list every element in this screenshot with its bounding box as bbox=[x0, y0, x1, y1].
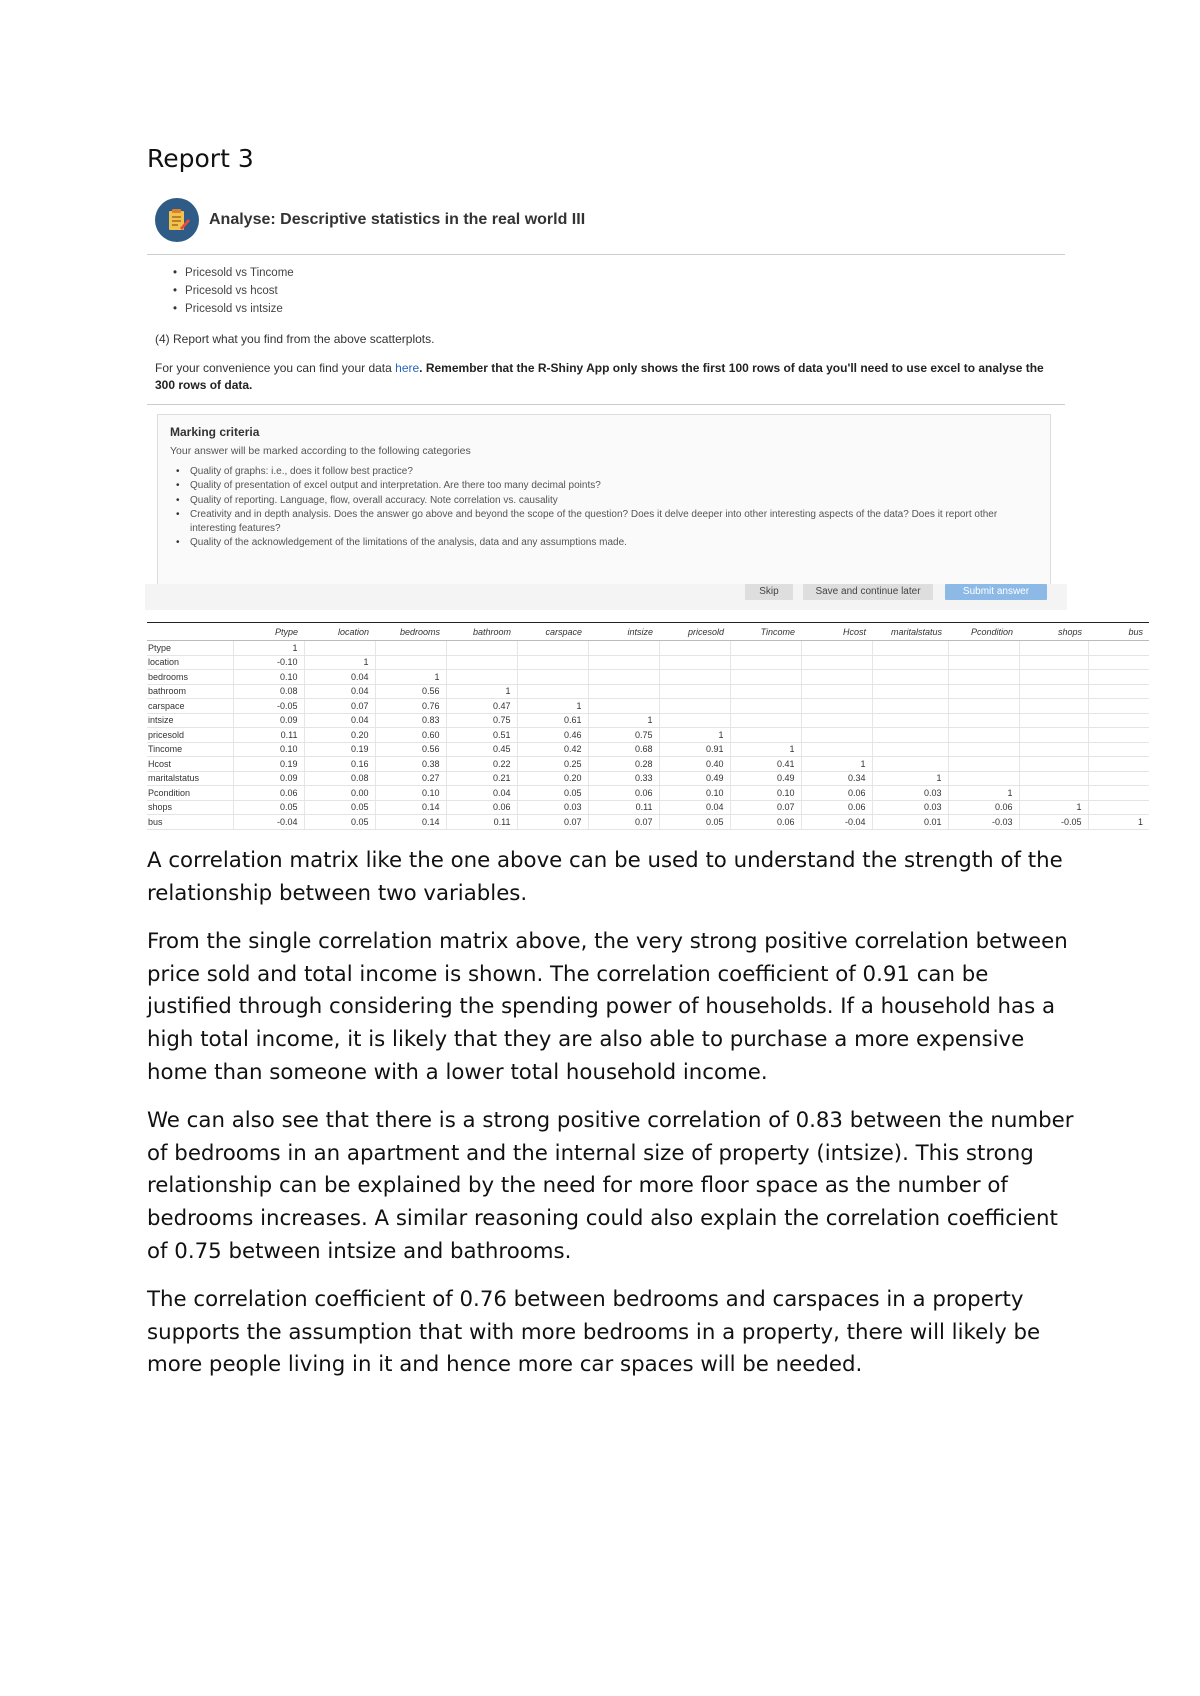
matrix-cell bbox=[588, 641, 659, 656]
matrix-cell: 0.45 bbox=[446, 742, 517, 757]
matrix-cell bbox=[801, 670, 872, 685]
matrix-cell: 0.05 bbox=[304, 800, 375, 815]
matrix-cell bbox=[588, 684, 659, 699]
embedded-screenshot bbox=[147, 190, 1065, 610]
matrix-cell bbox=[801, 684, 872, 699]
matrix-cell: 0.91 bbox=[659, 742, 730, 757]
matrix-cell: 0.47 bbox=[446, 699, 517, 714]
matrix-cell: 0.08 bbox=[304, 771, 375, 786]
matrix-cell bbox=[588, 670, 659, 685]
matrix-cell bbox=[801, 713, 872, 728]
matrix-cell bbox=[948, 742, 1019, 757]
marking-criteria-box bbox=[157, 414, 1051, 585]
row-label: bathroom bbox=[147, 684, 233, 699]
table-row bbox=[147, 771, 1149, 786]
matrix-cell: 0.10 bbox=[233, 742, 304, 757]
matrix-cell: 0.03 bbox=[517, 800, 588, 815]
column-header: intsize bbox=[588, 623, 659, 641]
row-label: carspace bbox=[147, 699, 233, 714]
matrix-cell: 0.68 bbox=[588, 742, 659, 757]
matrix-cell: 1 bbox=[1088, 815, 1149, 830]
notepad-icon bbox=[155, 198, 199, 242]
matrix-cell: 0.11 bbox=[446, 815, 517, 830]
matrix-cell: 0.06 bbox=[233, 786, 304, 801]
convenience-prefix: For your convenience you can find your data bbox=[155, 361, 396, 375]
matrix-cell bbox=[948, 757, 1019, 772]
matrix-cell bbox=[588, 699, 659, 714]
matrix-cell: 0.03 bbox=[872, 800, 948, 815]
matrix-cell bbox=[872, 757, 948, 772]
matrix-cell bbox=[948, 641, 1019, 656]
matrix-cell bbox=[801, 655, 872, 670]
table-row bbox=[147, 684, 1149, 699]
row-label: shops bbox=[147, 800, 233, 815]
matrix-cell: 0.83 bbox=[375, 713, 446, 728]
matrix-cell: 0.41 bbox=[730, 757, 801, 772]
table-row bbox=[147, 815, 1149, 830]
matrix-cell bbox=[872, 655, 948, 670]
list-item: • Pricesold vs Tincome bbox=[173, 264, 294, 282]
data-here-link[interactable]: here bbox=[395, 361, 420, 375]
matrix-cell bbox=[446, 670, 517, 685]
table-row bbox=[147, 728, 1149, 743]
matrix-cell bbox=[304, 641, 375, 656]
matrix-cell: 0.49 bbox=[659, 771, 730, 786]
matrix-cell: 0.75 bbox=[588, 728, 659, 743]
matrix-cell: 0.06 bbox=[446, 800, 517, 815]
marking-criteria-list bbox=[176, 465, 1036, 551]
list-item: • Quality of presentation of excel output and interpretation. Are there too many decimal points? bbox=[176, 479, 1036, 493]
body-text bbox=[147, 845, 1077, 1398]
matrix-cell: 0.06 bbox=[730, 815, 801, 830]
table-row bbox=[147, 800, 1149, 815]
matrix-cell bbox=[1088, 728, 1149, 743]
matrix-cell bbox=[948, 655, 1019, 670]
matrix-cell: 0.14 bbox=[375, 800, 446, 815]
matrix-cell: 0.04 bbox=[304, 713, 375, 728]
matrix-cell: 0.20 bbox=[517, 771, 588, 786]
matrix-cell bbox=[446, 655, 517, 670]
table-row bbox=[147, 670, 1149, 685]
row-label: bus bbox=[147, 815, 233, 830]
list-item: • Creativity and in depth analysis. Does the answer go above and beyond the scope of the question? Does it delve deeper into other interesting aspects of the data? Does it report other interesting features? bbox=[176, 508, 1036, 537]
convenience-bold: . Remember that the R-Shiny App only shows the first 100 rows of data you'll need to use excel to analyse the 300 rows of data. bbox=[155, 361, 1044, 392]
row-label: Hcost bbox=[147, 757, 233, 772]
matrix-cell bbox=[872, 641, 948, 656]
matrix-cell bbox=[588, 655, 659, 670]
row-label: Tincome bbox=[147, 742, 233, 757]
matrix-cell bbox=[1019, 641, 1088, 656]
divider bbox=[147, 404, 1065, 405]
paragraph: We can also see that there is a strong positive correlation of 0.83 between the number of bedrooms in an apartment and the internal size of property (intsize). This strong relationship can be explained by the need for more floor space as the number of bedrooms increases. A similar reasoning could also explain the correlation coefficient of 0.75 between intsize and bathrooms. bbox=[147, 1108, 1074, 1264]
matrix-cell bbox=[730, 641, 801, 656]
matrix-cell bbox=[872, 699, 948, 714]
matrix-cell bbox=[659, 684, 730, 699]
matrix-cell: 0.09 bbox=[233, 771, 304, 786]
matrix-cell bbox=[1088, 713, 1149, 728]
matrix-cell bbox=[872, 684, 948, 699]
column-header: bathroom bbox=[446, 623, 517, 641]
matrix-cell bbox=[872, 728, 948, 743]
matrix-cell: -0.04 bbox=[233, 815, 304, 830]
matrix-cell: 0.16 bbox=[304, 757, 375, 772]
matrix-cell: 1 bbox=[948, 786, 1019, 801]
matrix-cell: 0.05 bbox=[304, 815, 375, 830]
matrix-cell: -0.03 bbox=[948, 815, 1019, 830]
action-bar bbox=[145, 584, 1067, 610]
matrix-cell: 0.33 bbox=[588, 771, 659, 786]
marking-criteria-title: Marking criteria bbox=[170, 425, 260, 439]
matrix-cell bbox=[659, 655, 730, 670]
matrix-cell bbox=[517, 670, 588, 685]
table-row bbox=[147, 742, 1149, 757]
matrix-cell: 0.05 bbox=[517, 786, 588, 801]
matrix-cell: 0.09 bbox=[233, 713, 304, 728]
list-item: • Quality of the acknowledgement of the limitations of the analysis, data and any assumptions made. bbox=[176, 536, 1036, 550]
matrix-cell bbox=[517, 655, 588, 670]
matrix-cell bbox=[730, 655, 801, 670]
matrix-cell: 0.21 bbox=[446, 771, 517, 786]
matrix-cell bbox=[872, 713, 948, 728]
list-item: • Pricesold vs intsize bbox=[173, 300, 294, 318]
matrix-cell: 1 bbox=[730, 742, 801, 757]
matrix-cell bbox=[1088, 757, 1149, 772]
column-header: Tincome bbox=[730, 623, 801, 641]
matrix-cell: 0.04 bbox=[304, 684, 375, 699]
table-row bbox=[147, 655, 1149, 670]
matrix-cell: -0.05 bbox=[233, 699, 304, 714]
matrix-cell: 0.06 bbox=[801, 786, 872, 801]
matrix-cell bbox=[948, 713, 1019, 728]
matrix-cell: 1 bbox=[304, 655, 375, 670]
column-header: pricesold bbox=[659, 623, 730, 641]
matrix-cell bbox=[1088, 699, 1149, 714]
divider bbox=[147, 254, 1065, 255]
matrix-cell bbox=[659, 713, 730, 728]
matrix-cell: -0.05 bbox=[1019, 815, 1088, 830]
matrix-cell: 0.27 bbox=[375, 771, 446, 786]
matrix-cell: 0.20 bbox=[304, 728, 375, 743]
matrix-cell: 0.11 bbox=[588, 800, 659, 815]
matrix-cell bbox=[375, 655, 446, 670]
matrix-cell bbox=[801, 641, 872, 656]
table-row bbox=[147, 641, 1149, 656]
matrix-cell: -0.04 bbox=[801, 815, 872, 830]
matrix-cell bbox=[872, 742, 948, 757]
matrix-corner bbox=[147, 623, 233, 641]
matrix-cell: 1 bbox=[872, 771, 948, 786]
matrix-cell: 0.07 bbox=[517, 815, 588, 830]
column-header: bus bbox=[1088, 623, 1149, 641]
column-header: Hcost bbox=[801, 623, 872, 641]
matrix-cell: 1 bbox=[1019, 800, 1088, 815]
row-label: location bbox=[147, 655, 233, 670]
matrix-body bbox=[147, 641, 1149, 830]
scatterplot-list bbox=[173, 264, 294, 318]
matrix-cell bbox=[1088, 641, 1149, 656]
matrix-cell bbox=[1019, 786, 1088, 801]
table-row bbox=[147, 757, 1149, 772]
matrix-cell bbox=[730, 684, 801, 699]
matrix-cell: 1 bbox=[588, 713, 659, 728]
matrix-cell bbox=[1088, 786, 1149, 801]
matrix-header-row bbox=[147, 623, 1149, 641]
question-text: (4) Report what you find from the above scatterplots. bbox=[155, 332, 435, 346]
matrix-cell: 0.06 bbox=[948, 800, 1019, 815]
matrix-cell: 0.10 bbox=[375, 786, 446, 801]
matrix-cell: 0.10 bbox=[659, 786, 730, 801]
matrix-cell: 0.19 bbox=[304, 742, 375, 757]
matrix-cell: 0.07 bbox=[730, 800, 801, 815]
column-header: carspace bbox=[517, 623, 588, 641]
matrix-cell bbox=[1088, 684, 1149, 699]
matrix-cell bbox=[730, 728, 801, 743]
column-header: bedrooms bbox=[375, 623, 446, 641]
list-item: • Pricesold vs hcost bbox=[173, 282, 294, 300]
matrix-cell bbox=[1019, 742, 1088, 757]
matrix-cell bbox=[1019, 728, 1088, 743]
matrix-cell bbox=[1019, 699, 1088, 714]
matrix-cell bbox=[1088, 655, 1149, 670]
correlation-matrix bbox=[147, 622, 1143, 830]
row-label: Pcondition bbox=[147, 786, 233, 801]
row-label: pricesold bbox=[147, 728, 233, 743]
matrix-cell bbox=[659, 699, 730, 714]
skip-button[interactable]: Skip bbox=[745, 584, 793, 600]
matrix-cell: 0.40 bbox=[659, 757, 730, 772]
matrix-cell: 0.06 bbox=[801, 800, 872, 815]
matrix-cell: 1 bbox=[446, 684, 517, 699]
matrix-cell: 0.07 bbox=[588, 815, 659, 830]
matrix-cell bbox=[948, 699, 1019, 714]
matrix-cell: 0.03 bbox=[872, 786, 948, 801]
convenience-note bbox=[155, 360, 1055, 394]
submit-answer-button[interactable]: Submit answer bbox=[945, 584, 1047, 600]
matrix-cell bbox=[1088, 771, 1149, 786]
matrix-cell bbox=[801, 728, 872, 743]
matrix-cell bbox=[948, 670, 1019, 685]
matrix-cell: 0.38 bbox=[375, 757, 446, 772]
matrix-cell: 1 bbox=[659, 728, 730, 743]
matrix-cell: 0.56 bbox=[375, 742, 446, 757]
row-label: bedrooms bbox=[147, 670, 233, 685]
matrix-cell bbox=[948, 684, 1019, 699]
matrix-cell bbox=[948, 728, 1019, 743]
list-item: • Quality of reporting. Language, flow, overall accuracy. Note correlation vs. causality bbox=[176, 494, 1036, 508]
matrix-cell: 0.14 bbox=[375, 815, 446, 830]
matrix-cell: 0.00 bbox=[304, 786, 375, 801]
matrix-cell: 0.07 bbox=[304, 699, 375, 714]
paragraph: The correlation coefficient of 0.76 between bedrooms and carspaces in a property supports the assumption that with more bedrooms in a property, there will likely be more people living in it and hence more car spaces will be needed. bbox=[147, 1287, 1041, 1378]
matrix-cell: 0.10 bbox=[730, 786, 801, 801]
page-title: Report 3 bbox=[147, 144, 254, 173]
matrix-cell: 0.34 bbox=[801, 771, 872, 786]
column-header: shops bbox=[1019, 623, 1088, 641]
matrix-cell bbox=[446, 641, 517, 656]
matrix-cell: 0.08 bbox=[233, 684, 304, 699]
matrix-cell bbox=[730, 699, 801, 714]
matrix-cell bbox=[1088, 742, 1149, 757]
matrix-cell: 1 bbox=[517, 699, 588, 714]
matrix-cell: 0.19 bbox=[233, 757, 304, 772]
matrix-cell bbox=[1019, 670, 1088, 685]
matrix-cell bbox=[1088, 670, 1149, 685]
matrix-cell bbox=[1019, 757, 1088, 772]
table-row bbox=[147, 786, 1149, 801]
column-header: location bbox=[304, 623, 375, 641]
matrix-cell: 0.51 bbox=[446, 728, 517, 743]
matrix-cell: 0.49 bbox=[730, 771, 801, 786]
table-row bbox=[147, 713, 1149, 728]
matrix-cell bbox=[1019, 655, 1088, 670]
matrix-cell bbox=[730, 670, 801, 685]
matrix-cell: 0.01 bbox=[872, 815, 948, 830]
marking-criteria-intro: Your answer will be marked according to the following categories bbox=[170, 445, 471, 457]
matrix-cell bbox=[517, 684, 588, 699]
table-row bbox=[147, 699, 1149, 714]
matrix-cell bbox=[801, 699, 872, 714]
column-header: maritalstatus bbox=[872, 623, 948, 641]
matrix-cell: 0.28 bbox=[588, 757, 659, 772]
matrix-cell bbox=[948, 771, 1019, 786]
matrix-cell: 0.11 bbox=[233, 728, 304, 743]
column-header: Ptype bbox=[233, 623, 304, 641]
matrix-cell: 1 bbox=[375, 670, 446, 685]
matrix-cell: 0.04 bbox=[659, 800, 730, 815]
matrix-cell: 0.22 bbox=[446, 757, 517, 772]
matrix-cell: 0.04 bbox=[446, 786, 517, 801]
matrix-cell: 0.04 bbox=[304, 670, 375, 685]
analyse-header bbox=[155, 196, 585, 244]
matrix-cell bbox=[1088, 800, 1149, 815]
matrix-cell: 0.75 bbox=[446, 713, 517, 728]
matrix-cell bbox=[375, 641, 446, 656]
matrix-cell bbox=[1019, 684, 1088, 699]
paragraph: A correlation matrix like the one above can be used to understand the strength of the relationship between two variables. bbox=[147, 848, 1063, 906]
matrix-cell: 0.10 bbox=[233, 670, 304, 685]
analyse-title: Analyse: Descriptive statistics in the real world III bbox=[209, 211, 586, 228]
matrix-cell: 0.06 bbox=[588, 786, 659, 801]
list-item: • Quality of graphs: i.e., does it follow best practice? bbox=[176, 465, 1036, 479]
save-continue-button[interactable]: Save and continue later bbox=[803, 584, 933, 600]
column-header: Pcondition bbox=[948, 623, 1019, 641]
paragraph: From the single correlation matrix above, the very strong positive correlation between price sold and total income is shown. The correlation coefficient of 0.91 can be justified through considering the spending power of households. If a household has a high total income, it is likely that they are also able to purchase a more expensive home than someone with a lower total household income. bbox=[147, 929, 1068, 1085]
matrix-cell: 0.56 bbox=[375, 684, 446, 699]
matrix-cell bbox=[517, 641, 588, 656]
matrix-cell: 0.60 bbox=[375, 728, 446, 743]
matrix-cell bbox=[1019, 771, 1088, 786]
matrix-cell: -0.10 bbox=[233, 655, 304, 670]
matrix-cell: 1 bbox=[801, 757, 872, 772]
row-label: intsize bbox=[147, 713, 233, 728]
matrix-cell bbox=[659, 670, 730, 685]
matrix-cell bbox=[801, 742, 872, 757]
matrix-cell: 0.05 bbox=[659, 815, 730, 830]
matrix-cell: 0.05 bbox=[233, 800, 304, 815]
matrix-cell: 0.42 bbox=[517, 742, 588, 757]
matrix-cell: 0.76 bbox=[375, 699, 446, 714]
row-label: Ptype bbox=[147, 641, 233, 656]
matrix-cell bbox=[1019, 713, 1088, 728]
matrix-cell: 0.25 bbox=[517, 757, 588, 772]
matrix-cell: 0.46 bbox=[517, 728, 588, 743]
matrix-cell bbox=[872, 670, 948, 685]
matrix-cell: 0.61 bbox=[517, 713, 588, 728]
row-label: maritalstatus bbox=[147, 771, 233, 786]
matrix-cell: 1 bbox=[233, 641, 304, 656]
matrix-cell bbox=[659, 641, 730, 656]
matrix-cell bbox=[730, 713, 801, 728]
